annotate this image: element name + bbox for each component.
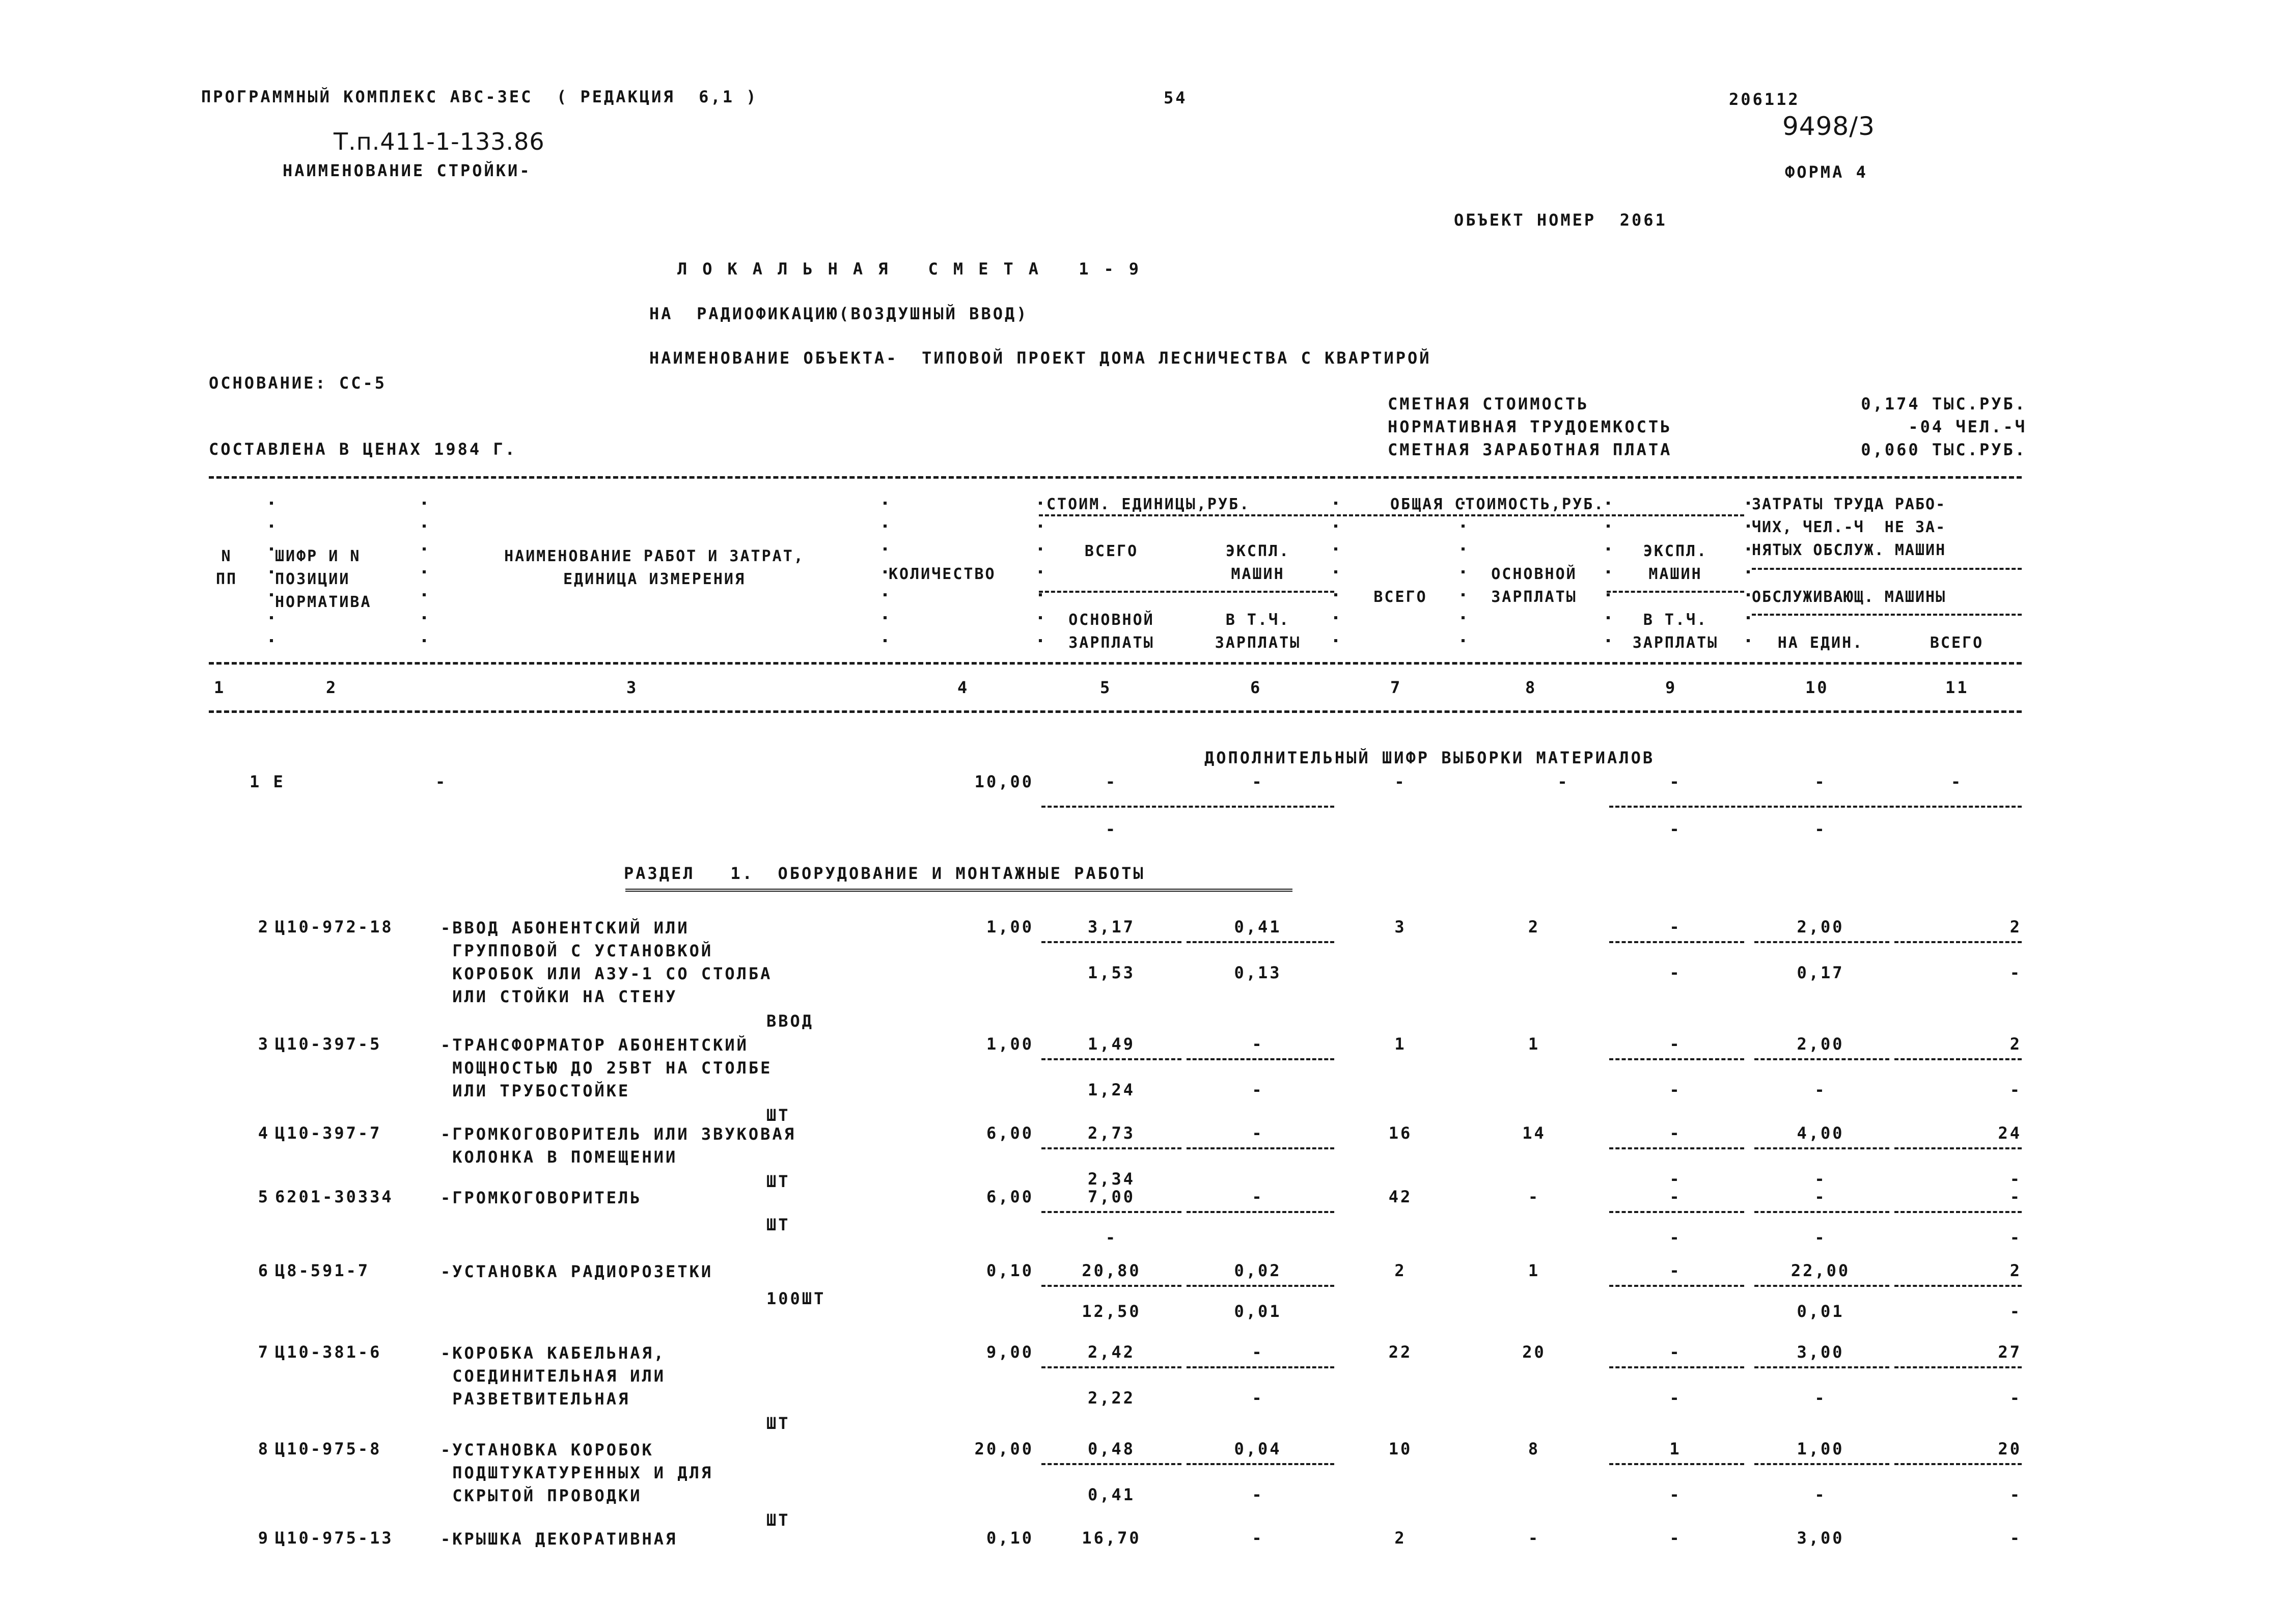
cell-c6: -	[1252, 1123, 1264, 1143]
cell-c5b: 2,22	[1087, 1388, 1136, 1408]
cell-unit: ШТ	[766, 1510, 790, 1530]
labor-group-header: ЗАТРАТЫ ТРУДА РАБО- ЧИХ, ЧЕЛ.-Ч НЕ ЗА- НЯТЫХ ОБСЛУЖ. МАШИН	[1752, 496, 1946, 559]
cell-c10: 3,00	[1797, 1342, 1844, 1362]
column-separator-mark	[884, 547, 887, 550]
col-number-header: N ПП	[215, 547, 238, 588]
cell-c9: -	[1669, 1261, 1682, 1280]
cell-name: -КОРОБКА КАБЕЛЬНАЯ, СОЕДИНИТЕЛЬНАЯ ИЛИ РАЗВЕТВИТЕЛЬНАЯ	[440, 1343, 666, 1409]
cell-rule	[1754, 1285, 1889, 1287]
cell-c5b: 0,41	[1087, 1485, 1136, 1504]
cell-qty: 1,00	[986, 1034, 1034, 1054]
cell-c8: 1	[1528, 1261, 1540, 1280]
cell-rule	[1894, 1058, 2022, 1060]
cell-name: -УСТАНОВКА КОРОБОК ПОДШТУКАТУРЕННЫХ И ДЛЯ СКРЫТОЙ ПРОВОДКИ	[440, 1440, 713, 1505]
cell-code: Ц10-397-7	[275, 1123, 382, 1143]
cell-rule	[1609, 1463, 1744, 1465]
cell-n: 8	[258, 1439, 270, 1458]
column-separator-mark	[1334, 525, 1337, 528]
cell-rule	[1754, 1211, 1889, 1213]
cell-rule	[1041, 1285, 1181, 1287]
column-separator-mark	[1039, 525, 1042, 528]
cell-rule	[1041, 1366, 1181, 1368]
column-separator-mark	[1334, 502, 1337, 505]
cell: -	[1814, 772, 1827, 791]
cell-c6: -	[1252, 1528, 1264, 1548]
summary-value: 0,174 ТЫС.РУБ.	[1861, 394, 2027, 414]
column-separator-mark	[270, 570, 273, 573]
cell-rule	[1894, 1211, 2022, 1213]
cell-c9b: -	[1669, 1080, 1682, 1099]
cell-c11b: -	[2009, 1080, 2022, 1099]
cell-c11b: -	[2009, 1228, 2022, 1247]
cell: -	[1950, 772, 1963, 791]
column-separator-mark	[423, 570, 426, 573]
cell-code: Ц10-972-18	[275, 917, 394, 937]
cell-qty: 1,00	[986, 917, 1034, 937]
cell-c5b: 1,53	[1087, 963, 1136, 982]
column-number: 6	[1250, 678, 1262, 697]
cell-c11: -	[2009, 1187, 2022, 1206]
column-separator-mark	[423, 639, 426, 642]
cell-c10: 4,00	[1797, 1123, 1844, 1143]
cell-name: -УСТАНОВКА РАДИОРОЗЕТКИ	[440, 1262, 713, 1281]
cell-rule	[1041, 1147, 1181, 1149]
cell-c5b: 1,24	[1087, 1080, 1136, 1099]
cell-unit: ВВОД	[766, 1011, 814, 1031]
cell-c6: 0,04	[1234, 1439, 1282, 1458]
cell-rule	[1894, 1463, 2022, 1465]
column-separator-mark	[884, 616, 887, 619]
summary-value: -04 ЧЕЛ.-Ч	[1908, 417, 2027, 436]
cell-rule	[1609, 1211, 1744, 1213]
column-number: 3	[626, 678, 639, 697]
column-separator-mark	[423, 547, 426, 550]
cell-c8: 8	[1528, 1439, 1540, 1458]
cell: -	[1669, 772, 1682, 791]
cell-c8: 20	[1522, 1342, 1546, 1362]
column-separator-mark	[423, 525, 426, 528]
cell-c5: 2,42	[1087, 1342, 1136, 1362]
total-incl-wage-header: В Т.Ч. ЗАРПЛАТЫ	[1632, 611, 1719, 652]
cell-c10b: 0,17	[1797, 963, 1844, 982]
cell-c10: 1,00	[1797, 1439, 1844, 1458]
cell-c5: 1,49	[1087, 1034, 1136, 1054]
cell-c9b: -	[1669, 963, 1682, 982]
cell-c6: 0,02	[1234, 1261, 1282, 1280]
cell-rule	[1754, 1147, 1889, 1149]
cell: -	[1252, 772, 1264, 791]
cell-unit: 100ШТ	[766, 1289, 826, 1308]
cell-c6b: 0,01	[1234, 1302, 1282, 1321]
cell-c6: 0,41	[1234, 917, 1282, 937]
col-name-header: НАИМЕНОВАНИЕ РАБОТ И ЗАТРАТ, ЕДИНИЦА ИЗМЕРЕНИЯ	[504, 547, 805, 588]
cell-n: 3	[258, 1034, 270, 1054]
cell-rule	[1041, 1211, 1181, 1213]
object-name: НАИМЕНОВАНИЕ ОБЪЕКТА- ТИПОВОЙ ПРОЕКТ ДОМА ЛЕСНИЧЕСТВА С КВАРТИРОЙ	[649, 348, 1431, 368]
handwritten-number: 9498/3	[1782, 112, 1875, 141]
cell-c11b: -	[2009, 963, 2022, 982]
cell-qty: 0,10	[986, 1261, 1034, 1280]
project-code: Т.п.411-1-133.86	[334, 128, 545, 155]
column-separator-mark	[270, 616, 273, 619]
column-number: 10	[1805, 678, 1829, 697]
total-machines-header: ЭКСПЛ. МАШИН	[1643, 542, 1708, 583]
row-code: -	[435, 772, 448, 791]
cell-n: 9	[258, 1528, 270, 1548]
cell-rule	[1754, 1463, 1889, 1465]
cell-rule	[1754, 941, 1889, 943]
cell: -	[1105, 772, 1118, 791]
cell-rule	[1894, 1366, 2022, 1368]
cell-qty: 20,00	[974, 1439, 1034, 1458]
cell-code: Ц10-381-6	[275, 1342, 382, 1362]
labor-per-unit-header: НА ЕДИН.	[1777, 634, 1864, 652]
cell-c5b: 12,50	[1082, 1302, 1141, 1321]
cell-n: 6	[258, 1261, 270, 1280]
total-cost-subrule	[1607, 591, 1744, 593]
cell-rule	[1754, 1366, 1889, 1368]
cell-code: Ц10-975-8	[275, 1439, 382, 1458]
column-separator-mark	[1334, 639, 1337, 642]
column-number: 11	[1945, 678, 1969, 697]
cell-rule	[1609, 941, 1744, 943]
column-separator-mark	[1039, 570, 1042, 573]
cell-code: Ц10-975-13	[275, 1528, 394, 1548]
cell-c6: -	[1252, 1187, 1264, 1206]
cell-c9: -	[1669, 917, 1682, 937]
column-separator-mark	[423, 502, 426, 505]
column-separator-mark	[423, 616, 426, 619]
summary-label: СМЕТНАЯ ЗАРАБОТНАЯ ПЛАТА	[1388, 440, 1672, 459]
column-number: 4	[957, 678, 970, 697]
cell-c5: 7,00	[1087, 1187, 1136, 1206]
row-number: 1 Е	[250, 772, 285, 791]
column-separator-mark	[1462, 525, 1465, 528]
cell-c8: -	[1528, 1528, 1540, 1548]
column-separator-mark	[1747, 502, 1750, 505]
cell-c6b: -	[1252, 1080, 1264, 1099]
estimate-title: ЛОКАЛЬНАЯ СМЕТА 1-9	[677, 259, 1154, 279]
cell-c9b: -	[1669, 1169, 1682, 1189]
form-label: ФОРМА 4	[1785, 162, 1868, 182]
cell-c6b: 0,13	[1234, 963, 1282, 982]
column-separator-mark	[1607, 593, 1610, 596]
cell-qty: 6,00	[986, 1187, 1034, 1206]
cell-c7: 22	[1388, 1342, 1413, 1362]
cell-c8: -	[1528, 1187, 1540, 1206]
cell-n: 5	[258, 1187, 270, 1206]
cell-c9b: -	[1669, 1485, 1682, 1504]
cell-rule	[1187, 1366, 1334, 1368]
unit-cost-subrule	[1039, 591, 1334, 593]
cell-c7: 42	[1388, 1187, 1413, 1206]
cell-qty: 0,10	[986, 1528, 1034, 1548]
cell-c8: 14	[1522, 1123, 1546, 1143]
cell-rule	[1609, 1058, 1744, 1060]
unit-incl-wage-header: В Т.Ч. ЗАРПЛАТЫ	[1215, 611, 1301, 652]
cell: -	[1394, 772, 1407, 791]
cell-c5: 0,48	[1087, 1439, 1136, 1458]
price-level: СОСТАВЛЕНА В ЦЕНАХ 1984 Г.	[209, 439, 517, 459]
cell: -	[1105, 819, 1118, 839]
extra-code-label: ДОПОЛНИТЕЛЬНЫЙ ШИФР ВЫБОРКИ МАТЕРИАЛОВ	[1204, 748, 1655, 767]
column-separator-mark	[1462, 547, 1465, 550]
column-separator-mark	[270, 502, 273, 505]
cell-rule	[1041, 1463, 1181, 1465]
labor-total-header: ВСЕГО	[1930, 634, 1984, 652]
cell-rule	[1187, 1285, 1334, 1287]
column-separator-mark	[270, 525, 273, 528]
construction-name-label: НАИМЕНОВАНИЕ СТРОЙКИ-	[283, 161, 532, 180]
cell-c10: 2,00	[1797, 917, 1844, 937]
cell-unit: ШТ	[766, 1215, 790, 1234]
cell-c7: 2	[1394, 1528, 1407, 1548]
cell-n: 7	[258, 1342, 270, 1362]
column-number: 8	[1525, 678, 1537, 697]
column-separator-mark	[1747, 639, 1750, 642]
column-separator-mark	[884, 570, 887, 573]
cell-name: -ВВОД АБОНЕНТСКИЙ ИЛИ ГРУППОВОЙ С УСТАНОВКОЙ КОРОБОК ИЛИ АЗУ-1 СО СТОЛБА ИЛИ СТОЙКИ НА СТЕНУ	[440, 918, 773, 1006]
cell-c7: 16	[1388, 1123, 1413, 1143]
cell: -	[1669, 819, 1682, 839]
cell-code: Ц10-397-5	[275, 1034, 382, 1054]
cell-c7: 1	[1394, 1034, 1407, 1054]
header-mid-rule	[209, 662, 2022, 665]
column-separator-mark	[884, 593, 887, 596]
cell-c11b: -	[2009, 1485, 2022, 1504]
column-separator-mark	[423, 593, 426, 596]
cell-c5: 2,73	[1087, 1123, 1136, 1143]
subtotal-rule	[1041, 806, 1334, 808]
cell-c10b: -	[1814, 1228, 1827, 1247]
cell-rule	[1894, 941, 2022, 943]
cell-code: 6201-30334	[275, 1187, 394, 1206]
cell-c5b: 2,34	[1087, 1169, 1136, 1189]
cell-c9: -	[1669, 1034, 1682, 1054]
cell-c7: 3	[1394, 917, 1407, 937]
cell-c10: -	[1814, 1187, 1827, 1206]
column-separator-mark	[884, 502, 887, 505]
cell-c10b: -	[1814, 1485, 1827, 1504]
cell-qty: 9,00	[986, 1342, 1034, 1362]
column-separator-mark	[1462, 639, 1465, 642]
column-separator-mark	[1607, 502, 1610, 505]
column-separator-mark	[884, 639, 887, 642]
cell-c7: 10	[1388, 1439, 1413, 1458]
cell-rule	[1187, 1211, 1334, 1213]
column-number: 5	[1100, 678, 1112, 697]
labor-subrule	[1752, 614, 2022, 616]
cell-name: -ГРОМКОГОВОРИТЕЛЬ ИЛИ ЗВУКОВАЯ КОЛОНКА В ПОМЕЩЕНИИ	[440, 1124, 796, 1167]
column-separator-mark	[270, 547, 273, 550]
object-number: ОБЪЕКТ НОМЕР 2061	[1454, 210, 1667, 230]
labor-sub-header: ОБСЛУЖИВАЮЩ. МАШИНЫ	[1752, 588, 1946, 606]
cell-rule	[1894, 1147, 2022, 1149]
cell-c10: 3,00	[1797, 1528, 1844, 1548]
cell-c11: 2	[2009, 1261, 2022, 1280]
column-separator-mark	[1747, 547, 1750, 550]
summary-label: СМЕТНАЯ СТОИМОСТЬ	[1388, 394, 1589, 414]
cell-c11: 24	[1998, 1123, 2022, 1143]
cell-c5: 20,80	[1082, 1261, 1141, 1280]
page-number: 54	[1164, 88, 1188, 107]
cell-c10: 2,00	[1797, 1034, 1844, 1054]
column-separator-mark	[1334, 570, 1337, 573]
unit-machines-header: ЭКСПЛ. МАШИН	[1225, 542, 1290, 583]
column-number: 2	[326, 678, 338, 697]
cell: -	[1557, 772, 1569, 791]
cell: -	[1814, 819, 1827, 839]
column-separator-mark	[1334, 593, 1337, 596]
cell-rule	[1894, 1285, 2022, 1287]
column-separator-mark	[270, 639, 273, 642]
cell-name: -ГРОМКОГОВОРИТЕЛЬ	[440, 1188, 642, 1207]
cell-c11: 27	[1998, 1342, 2022, 1362]
cell-c6b: -	[1252, 1485, 1264, 1504]
cell-c11: 2	[2009, 1034, 2022, 1054]
cell-rule	[1609, 1285, 1744, 1287]
column-separator-mark	[1747, 525, 1750, 528]
cell-c10b: -	[1814, 1080, 1827, 1099]
column-number: 7	[1390, 678, 1402, 697]
col-quantity-header: КОЛИЧЕСТВО	[889, 565, 996, 583]
total-cost-group-header: ОБЩАЯ СТОИМОСТЬ,РУБ.	[1390, 496, 1605, 513]
column-separator-mark	[1747, 616, 1750, 619]
cell-qty: 6,00	[986, 1123, 1034, 1143]
column-separator-mark	[1039, 593, 1042, 596]
summary-label: НОРМАТИВНАЯ ТРУДОЕМКОСТЬ	[1388, 417, 1672, 436]
unit-base-wage-header: ОСНОВНОЙ ЗАРПЛАТЫ	[1068, 611, 1154, 652]
basis: ОСНОВАНИЕ: СС-5	[209, 373, 387, 393]
cell-c9: 1	[1669, 1439, 1682, 1458]
subtotal-rule	[1609, 806, 2022, 808]
document-code: 206112	[1729, 90, 1800, 109]
cell-c10b: -	[1814, 1388, 1827, 1408]
cell-c6: -	[1252, 1342, 1264, 1362]
column-separator-mark	[1334, 547, 1337, 550]
cell-rule	[1609, 1366, 1744, 1368]
cell-rule	[1187, 1463, 1334, 1465]
column-separator-mark	[1607, 525, 1610, 528]
cell-c5: 3,17	[1087, 917, 1136, 937]
summary-value: 0,060 ТЫС.РУБ.	[1861, 440, 2027, 459]
unit-total-header: ВСЕГО	[1084, 542, 1139, 560]
section-title: РАЗДЕЛ 1. ОБОРУДОВАНИЕ И МОНТАЖНЫЕ РАБОТЫ	[624, 864, 1145, 883]
column-separator-mark	[1334, 616, 1337, 619]
cell-name: -ТРАНСФОРМАТОР АБОНЕНТСКИЙ МОЩНОСТЬЮ ДО 25ВТ НА СТОЛБЕ ИЛИ ТРУБОСТОЙКЕ	[440, 1035, 773, 1100]
cell-c11: -	[2009, 1528, 2022, 1548]
cell-rule	[1754, 1058, 1889, 1060]
column-number: 1	[214, 678, 226, 697]
cell-unit: ШТ	[766, 1414, 790, 1433]
cell-rule	[1041, 1058, 1181, 1060]
cell-n: 4	[258, 1123, 270, 1143]
cell-c9: -	[1669, 1123, 1682, 1143]
cell-rule	[1041, 941, 1181, 943]
cell-rule	[1609, 1147, 1744, 1149]
cell-c11b: -	[2009, 1388, 2022, 1408]
cell-c11b: -	[2009, 1302, 2022, 1321]
cell-c9b: -	[1669, 1228, 1682, 1247]
unit-cost-group-header: СТОИМ. ЕДИНИЦЫ,РУБ.	[1046, 496, 1251, 513]
column-separator-mark	[1039, 502, 1042, 505]
column-separator-mark	[884, 525, 887, 528]
cell-name: -КРЫШКА ДЕКОРАТИВНАЯ	[440, 1529, 678, 1549]
cell-rule	[1187, 1147, 1334, 1149]
cell-c11b: -	[2009, 1169, 2022, 1189]
col-code-header: ШИФР И N ПОЗИЦИИ НОРМАТИВА	[275, 547, 372, 611]
cell-c11: 2	[2009, 917, 2022, 937]
total-all-header: ВСЕГО	[1373, 588, 1427, 606]
cell-c6b: -	[1252, 1388, 1264, 1408]
cell-c9: -	[1669, 1528, 1682, 1548]
total-base-wage-header: ОСНОВНОЙ ЗАРПЛАТЫ	[1491, 565, 1577, 606]
column-separator-mark	[1747, 593, 1750, 596]
header-top-rule	[209, 476, 2022, 479]
cell-c5: 16,70	[1082, 1528, 1141, 1548]
header-bottom-rule	[209, 710, 2022, 713]
column-separator-mark	[1462, 616, 1465, 619]
cell-rule	[1187, 941, 1334, 943]
cell-unit: ШТ	[766, 1172, 790, 1191]
estimate-subject: НА РАДИОФИКАЦИЮ(ВОЗДУШНЫЙ ВВОД)	[649, 304, 1029, 323]
cell-n: 2	[258, 917, 270, 937]
cell-unit: ШТ	[766, 1106, 790, 1125]
program-name: ПРОГРАММНЫЙ КОМПЛЕКС АВС-ЗЕС ( РЕДАКЦИЯ 6,1 )	[201, 87, 758, 106]
cell-c10b: 0,01	[1797, 1302, 1844, 1321]
cell-c9: -	[1669, 1187, 1682, 1206]
row-quantity: 10,00	[974, 772, 1034, 791]
cell-code: Ц8-591-7	[275, 1261, 370, 1280]
cell-c8: 1	[1528, 1034, 1540, 1054]
cell-c9b: -	[1669, 1388, 1682, 1408]
cell-c8: 2	[1528, 917, 1540, 937]
cell-c9: -	[1669, 1342, 1682, 1362]
cell-c5b: -	[1105, 1228, 1118, 1247]
cell-c6: -	[1252, 1034, 1264, 1054]
section-underline	[625, 889, 1292, 892]
cell-c10b: -	[1814, 1169, 1827, 1189]
column-separator-mark	[270, 593, 273, 596]
column-number: 9	[1665, 678, 1677, 697]
labor-rule	[1752, 568, 2022, 570]
cell-rule	[1187, 1058, 1334, 1060]
column-separator-mark	[1747, 570, 1750, 573]
cell-c10: 22,00	[1791, 1261, 1851, 1280]
cell-c7: 2	[1394, 1261, 1407, 1280]
cell-c11: 20	[1998, 1439, 2022, 1458]
